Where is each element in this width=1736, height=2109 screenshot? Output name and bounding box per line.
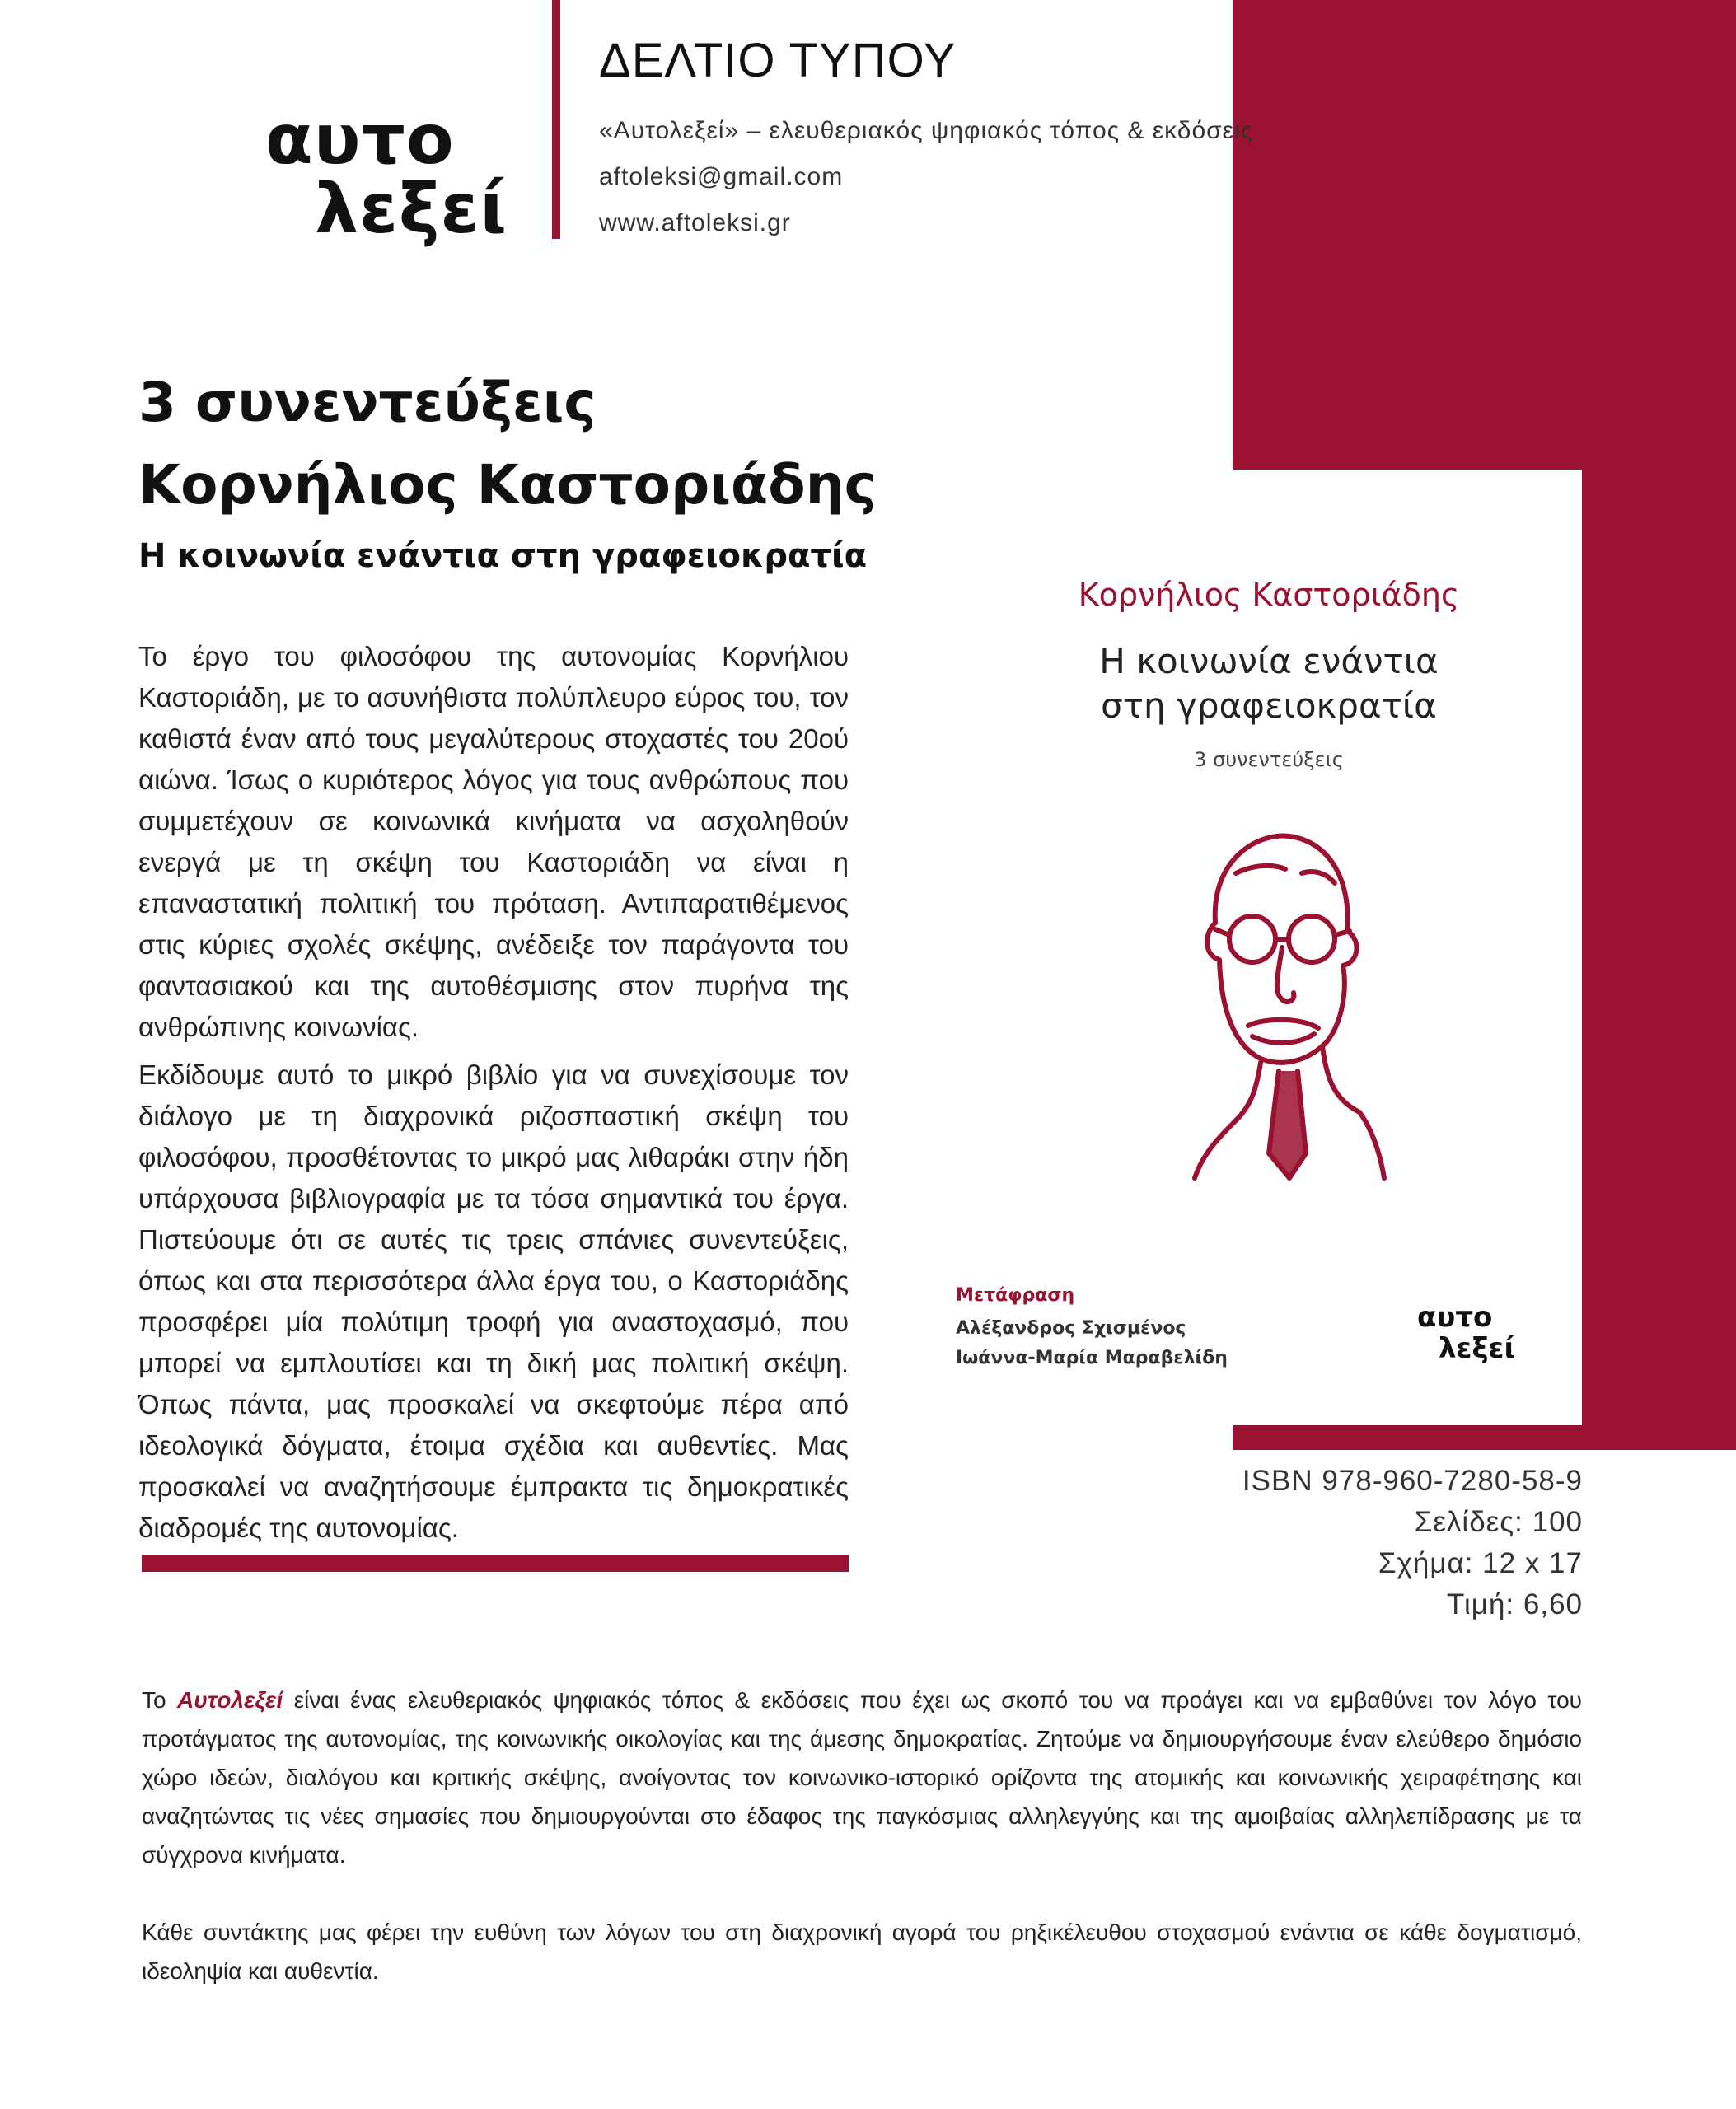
section-rule [142,1555,849,1572]
cover-publisher-logo [1417,1302,1515,1364]
about-paragraph-1 [142,1681,1582,1874]
header-email[interactable]: aftoleksi@gmail.com [599,163,844,190]
about-text: είναι ένας ελευθεριακός ψηφιακός τόπος & εκδόσεις που έχει ως σκοπό του να προάγει και να εμβαθύνει τον λόγο του προτάγματος της αυτονομίας, της κοινωνικής οικολογίας και της άμεσης δημοκρατίας. Ζητούμε να δημιουργήσουμε έναν ελεύθερο δημόσιο χώρο ιδεών, διαλόγου και κριτικής σκέψης, ανοίγοντας τον κοινωνικο-ιστορικό ορίζοντα της ατομικής και κοινωνικής χειραφέτησης και αναζητώντας τις νέες σημασίες που δημιουργούνται στο έδαφος της παγκόσμιας αλληλεγγύης και της αμοιβαίας αλληλεπίδρασης με τα σύγχρονα κινήματα. [142,1687,1582,1868]
cover-translator-1: Αλέξανδρος Σχισμένος [956,1318,1186,1339]
logo-line-1: αυτο [265,99,455,180]
book-price: Τιμή: 6,60 [1446,1588,1583,1620]
header-website[interactable]: www.aftoleksi.gr [599,209,791,236]
cover-subtitle: 3 συνεντεύξεις [1194,748,1344,771]
book-subtitle: Η κοινωνία ενάντια στη γραφειοκρατία [138,537,868,575]
cover-author: Κορνήλιος Καστοριάδης [1078,577,1460,613]
about-prefix: Το [142,1687,178,1713]
book-title-line-2: Κορνήλιος Καστοριάδης [138,453,877,517]
book-pages: Σελίδες: 100 [1414,1506,1583,1538]
header-divider [552,0,560,239]
publisher-logo [265,99,529,249]
book-cover [956,470,1582,1425]
book-format: Σχήμα: 12 x 17 [1378,1547,1583,1579]
cover-title-line-2: στη γραφειοκρατία [1101,685,1437,726]
header-tagline: «Αυτολεξεί» – ελευθεριακός ψηφιακός τόπος & εκδόσεις [599,117,1254,144]
book-title-line-1: 3 συνεντεύξεις [138,371,597,434]
press-release-heading: ΔΕΛΤΙΟ ΤΥΠΟΥ [599,34,957,87]
about-paragraph-2: Κάθε συντάκτης μας φέρει την ευθύνη των λόγων του στη διαχρονική αγορά του ρηξικέλευθου στοχασμού ενάντια σε κάθε δογματισμό, ιδεοληψία και αυθεντία. [142,1920,1582,1984]
cover-logo-line-1: αυτο [1417,1301,1493,1334]
body-paragraph-1: Το έργο του φιλοσόφου της αυτονομίας Κορνήλιου Καστοριάδη, με το ασυνήθιστα πολύπλευρο εύρος του, τον καθιστά έναν από τους μεγαλύτερους στοχαστές του 20ού αιώνα. Ίσως ο κυριότερος λόγος για τους ανθρώπους που συμμετέχουν σε κοινωνικά κινήματα να ασχοληθούν ενεργά με τη σκέψη του Καστοριάδη να είναι η επαναστατική πολιτική του πρόταση. Αντιπαρατιθέμενος στις κύριες σχολές σκέψης, ανέδειξε τον παράγοντα του φαντασιακού και της αυτοθέσμισης στον πυρήνα της ανθρώπινης κοινωνίας. [138,641,849,1042]
cover-title-line-1: Η κοινωνία ενάντια [1099,641,1439,681]
author-portrait-illustration [1137,824,1409,1186]
body-paragraph-2: Εκδίδουμε αυτό το μικρό βιβλίο για να συνεχίσουμε τον διάλογο με τη διαχρονικά ριζοσπαστική σκέψη του φιλοσόφου, προσθέτοντας το μικρό μας λιθαράκι στην ήδη υπάρχουσα βιβλιογραφία με τα τόσα σημαντικά του έργα. Πιστεύουμε ότι σε αυτές τις τρεις σπάνιες συνεντεύξεις, όπως και στα περισσότερα άλλα έργα του, ο Καστοριάδης προσφέρει μία πολύτιμη τροφή για αναστοχασμό, που μπορεί να εμπλουτίσει και τη δική μας πολιτική σκέψη. Όπως πάντα, μας προσκαλεί να σκεφτούμε πέρα από ιδεολογικά δόγματα, έτοιμα σχέδια και αυθεντίες. Μας προσκαλεί να αναζητήσουμε έμπρακτα τις δημοκρατικές διαδρομές της αυτονομίας. [138,1059,849,1543]
cover-translation-label: Μετάφραση [956,1285,1075,1306]
about-brand-name: Αυτολεξεί [177,1687,283,1713]
logo-line-2: λεξεί [315,168,508,249]
cover-logo-line-2: λεξεί [1439,1332,1515,1365]
book-isbn: ISBN 978-960-7280-58-9 [1242,1465,1583,1497]
cover-translator-2: Ιωάννα-Μαρία Μαραβελίδη [956,1348,1228,1368]
